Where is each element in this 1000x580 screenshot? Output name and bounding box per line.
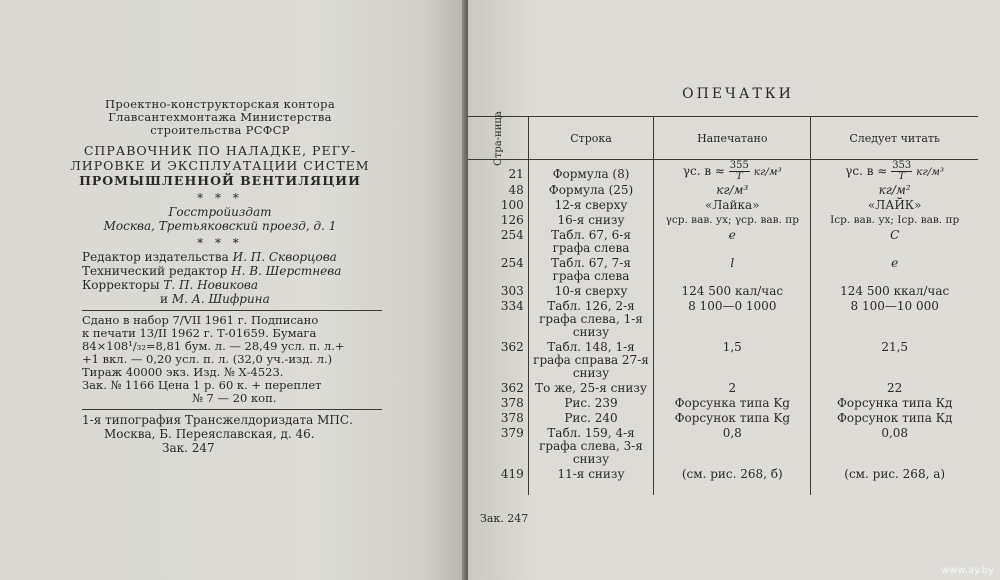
row-printed: 124 500 кал/час [654,284,811,299]
correctors-label: Корректоры [82,278,160,292]
corrector-name: М. А. Шифрина [171,292,270,306]
right-page [468,0,1000,580]
row-printed: Форсунок типа Kg [654,411,811,426]
book-title [60,143,380,188]
row-correct [811,160,978,184]
row-printed: кг/м³ [654,183,811,198]
errata-table [468,111,978,495]
header-page: Стра-ница [468,117,528,160]
detail-line: 84×108¹/₃₂=8,81 бум. л. — 28,49 усл. п. л.+ [82,339,345,353]
row-correct: 22 [811,381,978,396]
row-page: 254 [500,256,524,270]
row-line: Рис. 240 [528,411,653,426]
formula-numerator: 355 [729,160,749,171]
errata-row [468,340,978,381]
row-printed: 8 100—0 1000 [654,299,811,340]
title-line-bold: ПРОМЫШЛЕННОЙ ВЕНТИЛЯЦИИ [79,173,361,188]
header-line: Строка [528,117,653,160]
formula-fraction [729,161,750,182]
row-printed: 0,8 [654,426,811,467]
formula-prefix: γс. в ≈ [682,164,725,178]
print-details [60,314,380,405]
title-line: ЛИРОВКЕ И ЭКСПЛУАТАЦИИ СИСТЕМ [70,158,370,173]
divider [82,409,382,410]
row-page: 126 [500,213,524,227]
editor-label: Редактор издательства [82,250,229,264]
row-printed: e [654,228,811,256]
org-line: Проектно-конструкторская контора [105,97,335,111]
formula-unit: кг/м³ [916,166,945,178]
errata-row [468,183,978,198]
row-page: 254 [500,228,524,242]
corrector-conjunction: и [160,292,168,306]
header-printed: Напечатано [654,117,811,160]
row-line: Табл. 148, 1-я графа справа 27-я снизу [528,340,653,381]
formula-denominator: T [898,171,906,182]
row-correct: e [811,256,978,284]
row-page: 303 [500,284,524,298]
row-line: Табл. 126, 2-я графа слева, 1-я снизу [528,299,653,340]
row-line: Табл. 159, 4-я графа слева, 3-я снизу [528,426,653,467]
row-correct: 8 100—10 000 [811,299,978,340]
row-correct: C [811,228,978,256]
row-page: 419 [500,467,524,481]
errata-title: ОПЕЧАТКИ [682,86,794,102]
corrector-name: Т. П. Новикова [163,278,259,292]
row-correct: 21,5 [811,340,978,381]
row-correct: Форсунка типа Кд [811,396,978,411]
formula-numerator: 353 [892,160,912,171]
editor-name: И. П. Скворцова [232,250,337,264]
row-line: Табл. 67, 6-я графа слева [528,228,653,256]
errata-row [468,411,978,426]
row-page: 378 [500,411,524,425]
row-line: Рис. 239 [528,396,653,411]
detail-line: Тираж 40000 экз. Изд. № Х-4523. [82,365,284,379]
editor-line [60,250,380,264]
row-line: 16-я снизу [528,213,653,228]
publisher: Госстройиздат [168,205,272,219]
formula-unit: кг/м³ [753,166,782,178]
separator-stars: * * * [197,191,243,205]
row-correct: (см. рис. 268, а) [811,467,978,495]
tech-editor-name: Н. В. Шерстнева [231,264,342,278]
errata-row [468,467,978,495]
row-printed: 2 [654,381,811,396]
row-line: То же, 25-я снизу [528,381,653,396]
detail-line: Сдано в набор 7/VII 1961 г. Подписано [82,313,319,327]
printer-line: 1-я типография Трансжелдориздата МПС. [82,413,353,427]
colophon [60,98,380,455]
publisher-address: Москва, Третьяковский проезд, д. 1 [103,219,337,233]
row-correct: «ЛАЙК» [811,198,978,213]
row-page: 378 [500,396,524,410]
org-line: строительства РСФСР [150,123,290,137]
row-correct: Iср. вав. ух; Iср. вав. пр [811,213,978,228]
row-printed: l [654,256,811,284]
detail-line: Зак. № 1166 Цена 1 р. 60 к. + переплет [82,378,322,392]
row-line: Формула (8) [528,160,653,184]
detail-line: к печати 13/II 1962 г. Т-01659. Бумага [82,326,317,340]
row-page: 362 [500,340,524,354]
errata-row [468,256,978,284]
row-printed: Форсунка типа Kg [654,396,811,411]
row-printed: «Лайка» [654,198,811,213]
row-page: 379 [500,426,524,440]
order-number: Зак. 247 [480,512,529,525]
detail-line: +1 вкл. — 0,20 усл. п. л. (32,0 уч.-изд. л.) [82,352,333,366]
row-page: 100 [500,198,524,212]
header-correct: Следует читать [811,117,978,160]
row-printed [654,160,811,184]
errata-header-row [468,117,978,160]
detail-line: № 7 — 20 коп. [192,391,277,405]
separator-stars: * * * [197,236,243,250]
printer-line: Москва, Б. Переяславская, д. 46. [104,427,315,441]
formula-prefix: γс. в ≈ [845,164,888,178]
errata-row [468,213,978,228]
printer-line: Зак. 247 [162,441,215,455]
left-page [0,0,462,580]
row-page: 334 [500,299,524,313]
watermark: www.ay.by [941,565,994,576]
row-line: Формула (25) [528,183,653,198]
errata-row [468,228,978,256]
organization [60,98,380,137]
printer-info [60,413,380,455]
errata-section [468,86,978,495]
row-printed: γср. вав. ух; γср. вав. пр [654,213,811,228]
errata-row [468,381,978,396]
org-line: Главсантехмонтажа Министерства [108,110,332,124]
row-correct: 124 500 ккал/час [811,284,978,299]
divider [82,310,382,311]
row-line: 10-я сверху [528,284,653,299]
correctors-line [60,278,380,292]
correctors-line-2 [60,292,380,306]
row-page: 21 [508,167,524,181]
row-correct: 0,08 [811,426,978,467]
row-line: 12-я сверху [528,198,653,213]
errata-row [468,284,978,299]
row-printed: 1,5 [654,340,811,381]
errata-row [468,198,978,213]
errata-row [468,426,978,467]
errata-row [468,160,978,184]
formula-denominator: T [736,171,743,182]
row-printed: (см. рис. 268, б) [654,467,811,495]
row-line: 11-я снизу [528,467,653,495]
errata-row [468,396,978,411]
row-page: 48 [508,183,524,197]
row-correct: кг/м² [811,183,978,198]
errata-row [468,299,978,340]
title-line: СПРАВОЧНИК ПО НАЛАДКЕ, РЕГУ- [83,143,357,158]
tech-editor-line [60,264,380,278]
row-correct: Форсунок типа Кд [811,411,978,426]
row-line: Табл. 67, 7-я графа слева [528,256,653,284]
row-page: 362 [500,381,524,395]
tech-editor-label: Технический редактор [82,264,228,278]
formula-fraction [891,161,912,182]
